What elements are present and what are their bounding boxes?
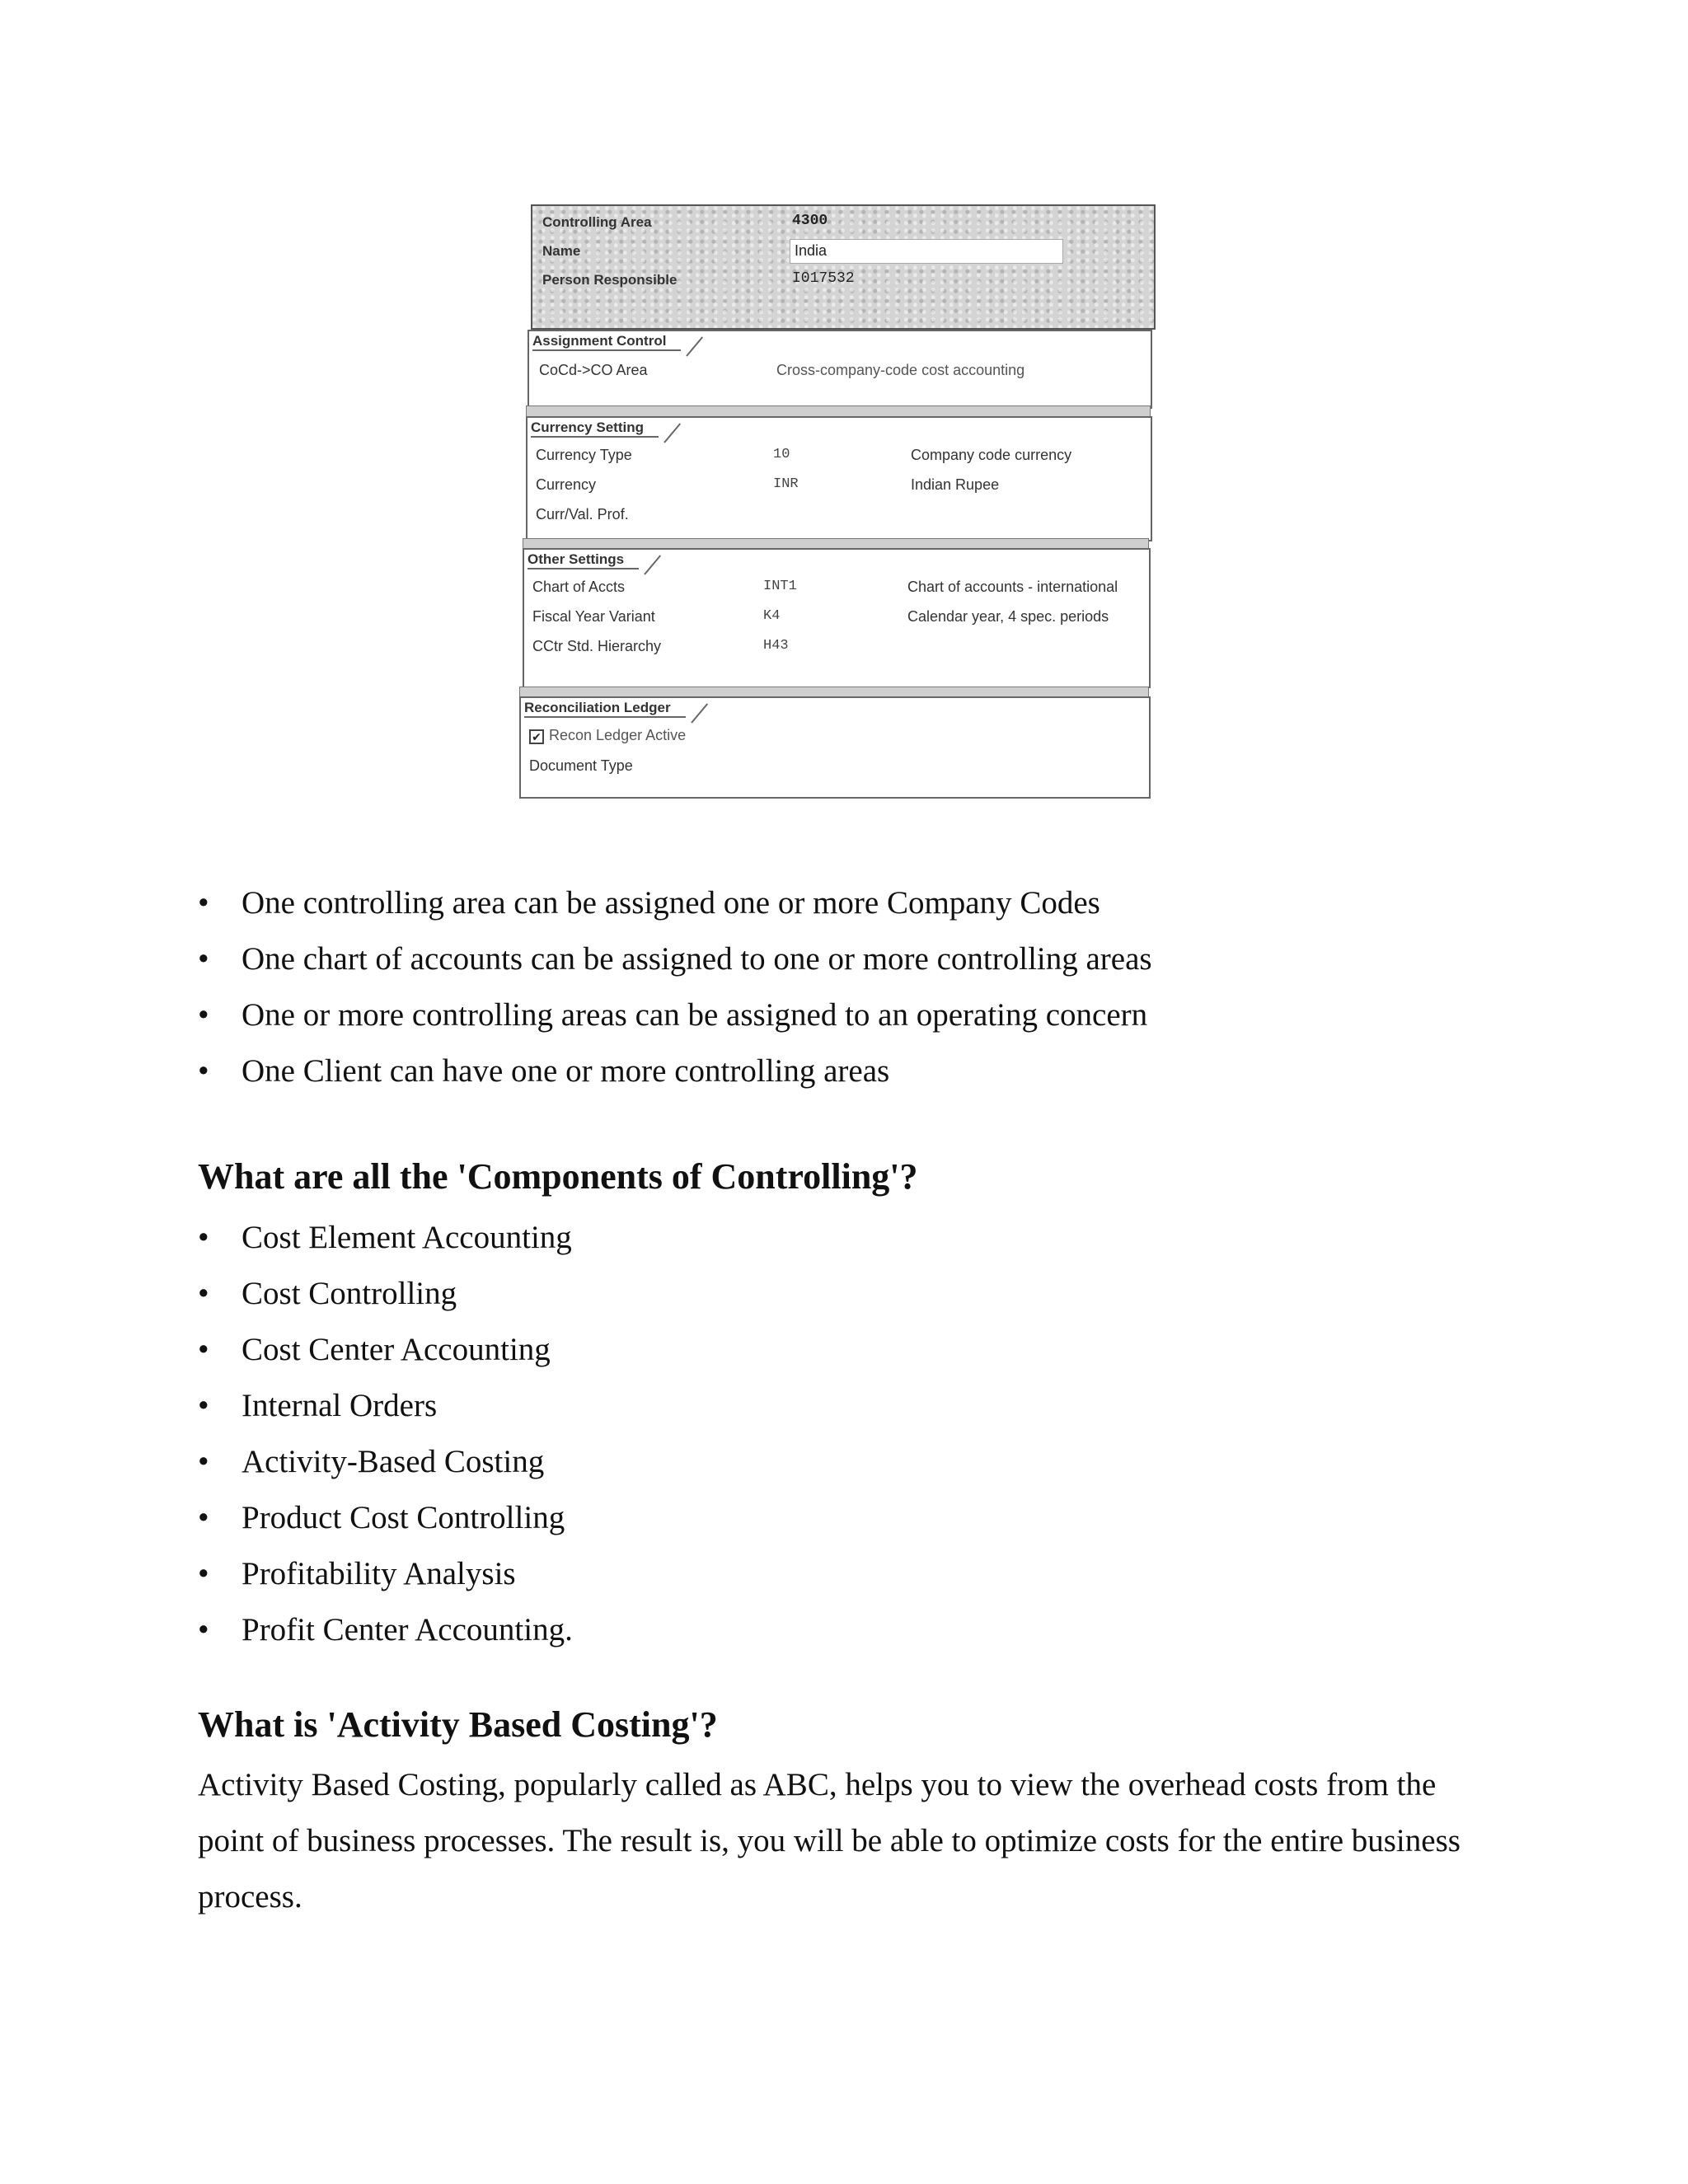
cctr-std-hierarchy-value: H43	[763, 638, 789, 654]
list-item: • One Client can have one or more controlling areas	[198, 1043, 1152, 1099]
controlling-area-label: Controlling Area	[542, 214, 652, 230]
currency-label: Currency	[536, 476, 597, 493]
cocd-co-area-desc: Cross-company-code cost accounting	[776, 362, 1025, 378]
list-item: • Activity-Based Costing	[198, 1434, 573, 1490]
list-item: • One chart of accounts can be assigned to one or more controlling areas	[198, 931, 1152, 987]
bullet: •	[198, 1332, 209, 1367]
assignment-control-group	[528, 330, 1152, 409]
currency-type-label: Currency Type	[536, 447, 632, 463]
recon-ledger-checkbox[interactable]: ✔	[529, 729, 544, 744]
cctr-std-hierarchy-label: CCtr Std. Hierarchy	[532, 638, 662, 654]
person-responsible-label: Person Responsible	[542, 272, 678, 288]
chart-of-accounts-desc: Chart of accounts - international	[907, 579, 1118, 595]
list-item: • Internal Orders	[198, 1378, 573, 1434]
components-heading: What are all the 'Components of Controlling'?	[198, 1156, 918, 1197]
controlling-area-value: 4300	[792, 213, 828, 229]
header-section	[531, 204, 1156, 330]
reconciliation-ledger-title: Reconciliation Ledger	[524, 700, 686, 718]
controlling-area-screenshot	[511, 202, 1154, 804]
currency-type-value: 10	[773, 447, 790, 462]
name-value: India	[795, 242, 828, 259]
curr-val-profile-label: Curr/Val. Prof.	[536, 506, 629, 523]
bullet: •	[198, 1556, 209, 1591]
components-list	[198, 1210, 573, 1658]
list-item: • Product Cost Controlling	[198, 1490, 573, 1546]
assignment-control-title: Assignment Control	[532, 333, 681, 351]
other-settings-title: Other Settings	[528, 551, 639, 569]
cocd-co-area-label: CoCd->CO Area	[539, 362, 648, 378]
fiscal-year-variant-desc: Calendar year, 4 spec. periods	[907, 608, 1109, 625]
bullet: •	[198, 1612, 209, 1647]
bullet: •	[198, 1388, 209, 1423]
currency-setting-title: Currency Setting	[531, 419, 659, 438]
bullet: •	[198, 1500, 209, 1535]
bullet: •	[198, 1220, 209, 1255]
list-item: • Cost Element Accounting	[198, 1210, 573, 1266]
currency-setting-group	[526, 416, 1152, 541]
list-item: • Cost Center Accounting	[198, 1322, 573, 1378]
list-item: • One controlling area can be assigned one or more Company Codes	[198, 875, 1152, 931]
bullet: •	[198, 885, 209, 921]
list-item: • Profitability Analysis	[198, 1546, 573, 1602]
controlling-area-rules-list	[198, 875, 1152, 1099]
name-field[interactable]	[790, 239, 1063, 264]
bullet: •	[198, 1276, 209, 1311]
chart-of-accounts-label: Chart of Accts	[532, 579, 626, 595]
list-item: • Profit Center Accounting.	[198, 1602, 573, 1658]
abc-paragraph: Activity Based Costing, popularly called as ABC, helps you to view the overhead costs from the point of business processes. The result is, you will be able to optimize costs for the entire business process.	[198, 1767, 1461, 1915]
person-responsible-value: I017532	[792, 270, 855, 287]
reconciliation-ledger-group	[519, 696, 1151, 799]
document-type-label: Document Type	[529, 757, 633, 774]
list-item: • Cost Controlling	[198, 1266, 573, 1322]
bullet: •	[198, 1053, 209, 1089]
name-label: Name	[542, 243, 581, 259]
currency-type-desc: Company code currency	[911, 447, 1072, 463]
other-settings-group	[523, 548, 1151, 688]
chart-of-accounts-value: INT1	[763, 579, 797, 594]
currency-desc: Indian Rupee	[911, 476, 1000, 493]
currency-value: INR	[773, 476, 799, 492]
fiscal-year-variant-value: K4	[763, 608, 781, 624]
bullet: •	[198, 941, 209, 977]
divider	[526, 405, 1151, 417]
fiscal-year-variant-label: Fiscal Year Variant	[532, 608, 655, 625]
recon-ledger-active-label: Recon Ledger Active	[549, 727, 687, 743]
list-item: • One or more controlling areas can be assigned to an operating concern	[198, 987, 1152, 1043]
bullet: •	[198, 997, 209, 1033]
bullet: •	[198, 1444, 209, 1479]
abc-heading: What is 'Activity Based Costing'?	[198, 1704, 718, 1745]
